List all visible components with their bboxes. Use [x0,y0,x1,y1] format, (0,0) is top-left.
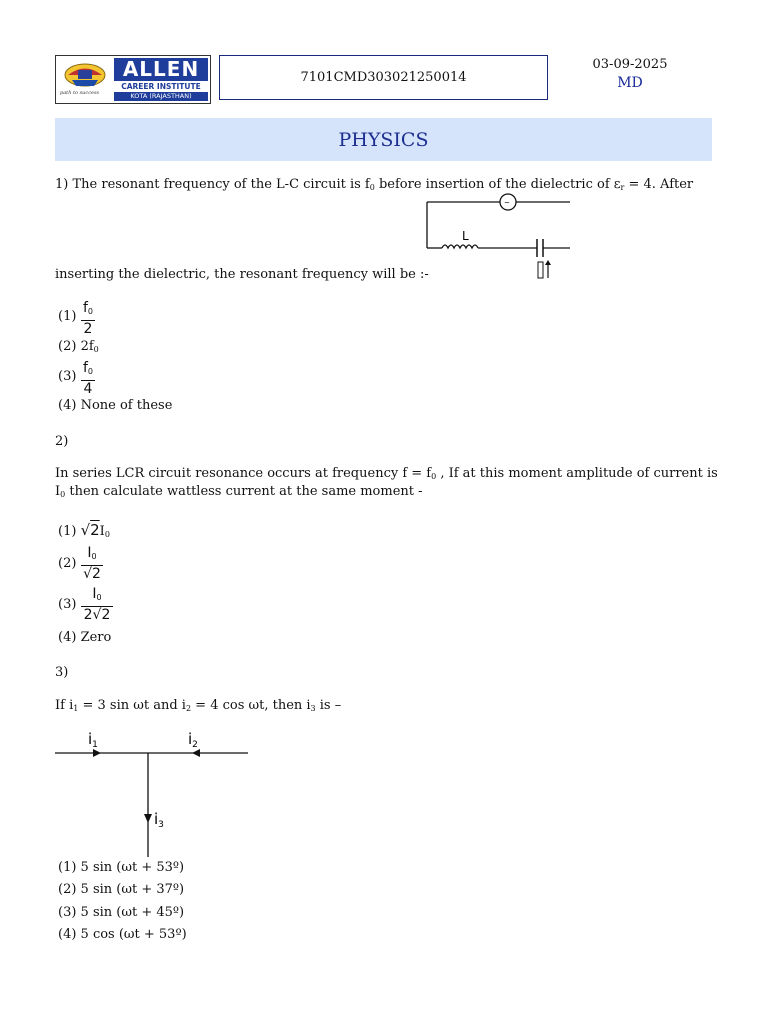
q3-option-1: (1) 5 sin (ωt + 53º) [58,860,185,875]
q2-text-line1: In series LCR circuit resonance occurs at frequency $f = f_0$ , If at this moment amplitude of current is [55,466,718,481]
q2-option-2-label: (2) [58,556,77,571]
paper-code-box [219,55,548,100]
q3-label-i1: $i_1$ [88,730,98,750]
stream-code: MD [617,75,643,91]
subject-title: PHYSICS [338,128,429,151]
q3-text: If $i_1 = 3$ sin ωt and $i_2 = 4$ cos ωt, then $i_3$ is – [55,698,342,713]
q1-option-4: (4) None of these [58,398,173,413]
q1-lc-circuit-diagram [420,192,580,284]
q1-option-3-fraction: $f_0$ 4 [82,360,94,397]
logo-brand: ALLEN [114,58,208,81]
q2-option-1: (1) $√2I_0$ [58,521,110,539]
q2-number: 2) [55,434,69,449]
q2-option-4: (4) Zero [58,630,112,645]
logo-location: KOTA (RAJASTHAN) [114,92,208,101]
q1-option-2: (2) $2f_0$ [58,339,99,354]
q3-junction-diagram [55,725,255,860]
q2-option-3-label: (3) [58,597,77,612]
exam-date: 03-09-2025 [592,57,668,72]
q3-option-4: (4) 5 cos (ωt + 53º) [58,927,187,942]
paper-code: 7101CMD303021250014 [300,70,467,85]
q1-number: 1) [55,177,69,192]
q2-option-3-fraction: $I_0$ 2√2 [80,586,114,624]
svg-text:~: ~ [504,199,510,207]
q1-option-1-label: (1) [58,309,77,324]
q2-text-line2: $I_0$ then calculate wattless current at the same moment - [55,484,423,499]
q1-option-3-label: (3) [58,369,77,384]
logo-subtitle: CAREER INSTITUTE [121,82,201,91]
q3-label-i2: $i_2$ [188,730,198,750]
q1-text-line2: inserting the dielectric, the resonant frequency will be :- [55,267,429,282]
q3-option-3: (3) 5 sin (ωt + 45º) [58,905,185,920]
q3-number: 3) [55,665,69,680]
institute-logo [55,55,211,104]
q1-diagram-label: L [462,229,469,243]
q2-option-2-fraction: $I_0$ √2 [80,545,104,583]
q1-text-line1: 1) The resonant frequency of the L-C circuit is $f_0$ before insertion of the dielectric of $\varepsilon_r = 4$. After [55,177,694,192]
q3-option-2: (2) 5 sin (ωt + 37º) [58,882,185,897]
q3-label-i3: $i_3$ [154,810,164,830]
q1-option-1-fraction: $f_0$ 2 [82,300,94,337]
logo-tagline: path to success [60,90,100,96]
subject-banner [55,118,712,161]
